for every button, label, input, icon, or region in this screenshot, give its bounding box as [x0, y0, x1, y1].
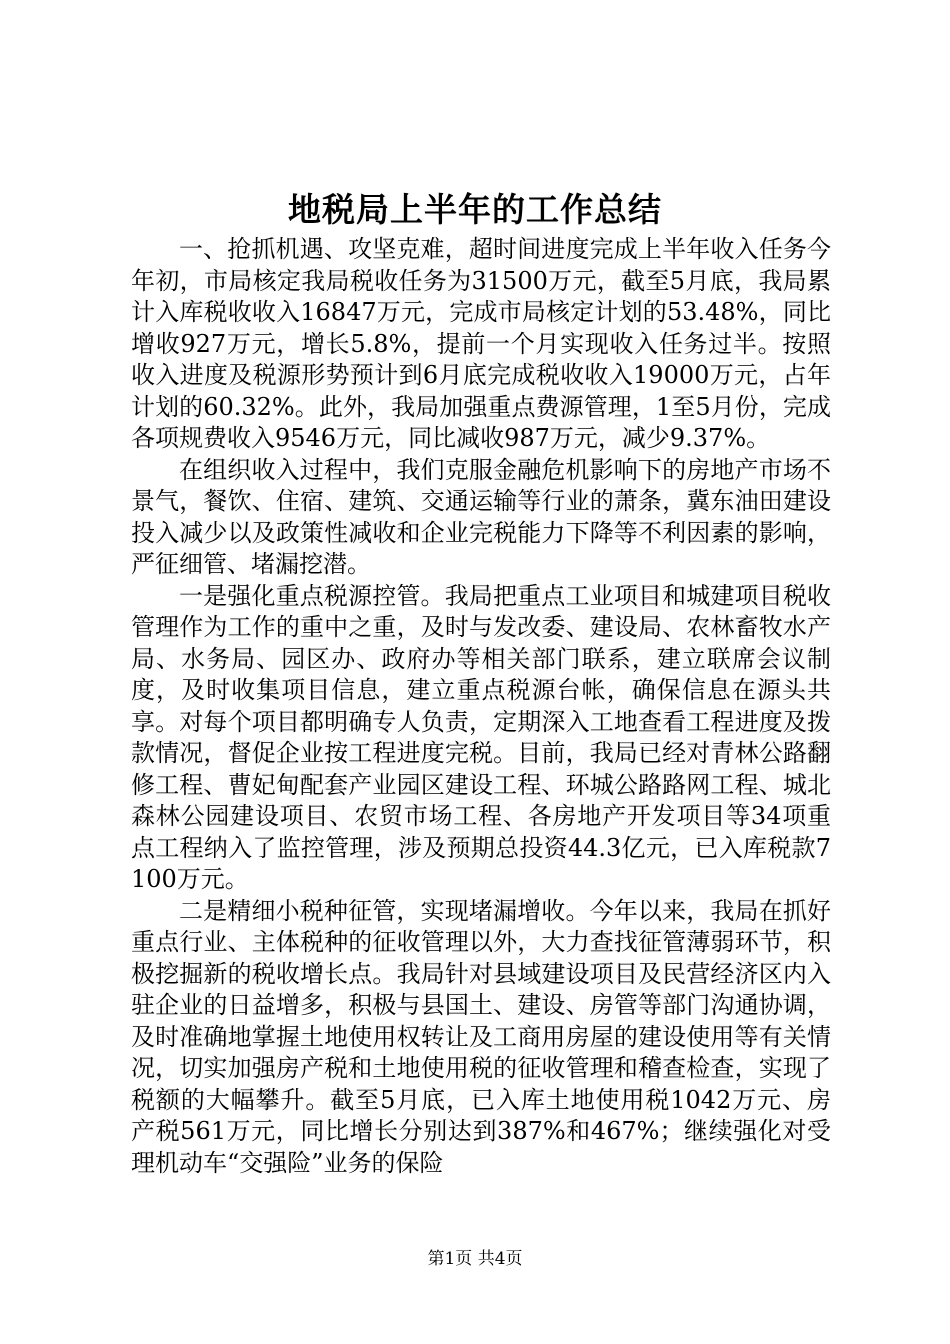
paragraph-2: 在组织收入过程中，我们克服金融危机影响下的房地产市场不景气，餐饮、住宿、建筑、交通运输等行业的萧条，冀东油田建设投入减少以及政策性减收和企业完税能力下降等不利因素的影响，严征细管、堵漏挖潜。	[131, 455, 831, 578]
document-title: 地税局上半年的工作总结	[288, 190, 662, 229]
page-number-footer: 第1页 共4页	[427, 1249, 523, 1269]
paragraph-4: 二是精细小税种征管，实现堵漏增收。今年以来，我局在抓好重点行业、主体税种的征收管理以外，大力查找征管薄弱环节，积极挖掘新的税收增长点。我局针对县域建设项目及民营经济区内入驻企业的日益增多，积极与县国土、建设、房管等部门沟通协调，及时准确地掌握土地使用权转让及工商用房屋的建设使用等有关情况，切实加强房产税和土地使用税的征收管理和稽查检查，实现了税额的大幅攀升。截至5月底，已入库土地使用税1042万元、房产税561万元，同比增长分别达到387%和467%；继续强化对受理机动车“交强险”业务的保险	[131, 896, 831, 1177]
paragraph-3: 一是强化重点税源控管。我局把重点工业项目和城建项目税收管理作为工作的重中之重，及时与发改委、建设局、农林畜牧水产局、水务局、园区办、政府办等相关部门联系，建立联席会议制度，及时收集项目信息，建立重点税源台帐，确保信息在源头共享。对每个项目都明确专人负责，定期深入工地查看工程进度及拨款情况，督促企业按工程进度完税。目前，我局已经对青林公路翻修工程、曹妃甸配套产业园区建设工程、环城公路路网工程、城北森林公园建设项目、农贸市场工程、各房地产开发项目等34项重点工程纳入了监控管理，涉及预期总投资44.3亿元，已入库税款7100万元。	[131, 581, 831, 893]
document-body	[131, 234, 831, 1179]
paragraph-1: 一、抢抓机遇、攻坚克难，超时间进度完成上半年收入任务今年初，市局核定我局税收任务为31500万元，截至5月底，我局累计入库税收收入16847万元，完成市局核定计划的53.48%，同比增收927万元，增长5.8%，提前一个月实现收入任务过半。按照收入进度及税源形势预计到6月底完成税收收入19000万元，占年计划的60.32%。此外，我局加强重点费源管理，1至5月份，完成各项规费收入9546万元，同比减收987万元，减少9.37%。	[131, 235, 831, 452]
